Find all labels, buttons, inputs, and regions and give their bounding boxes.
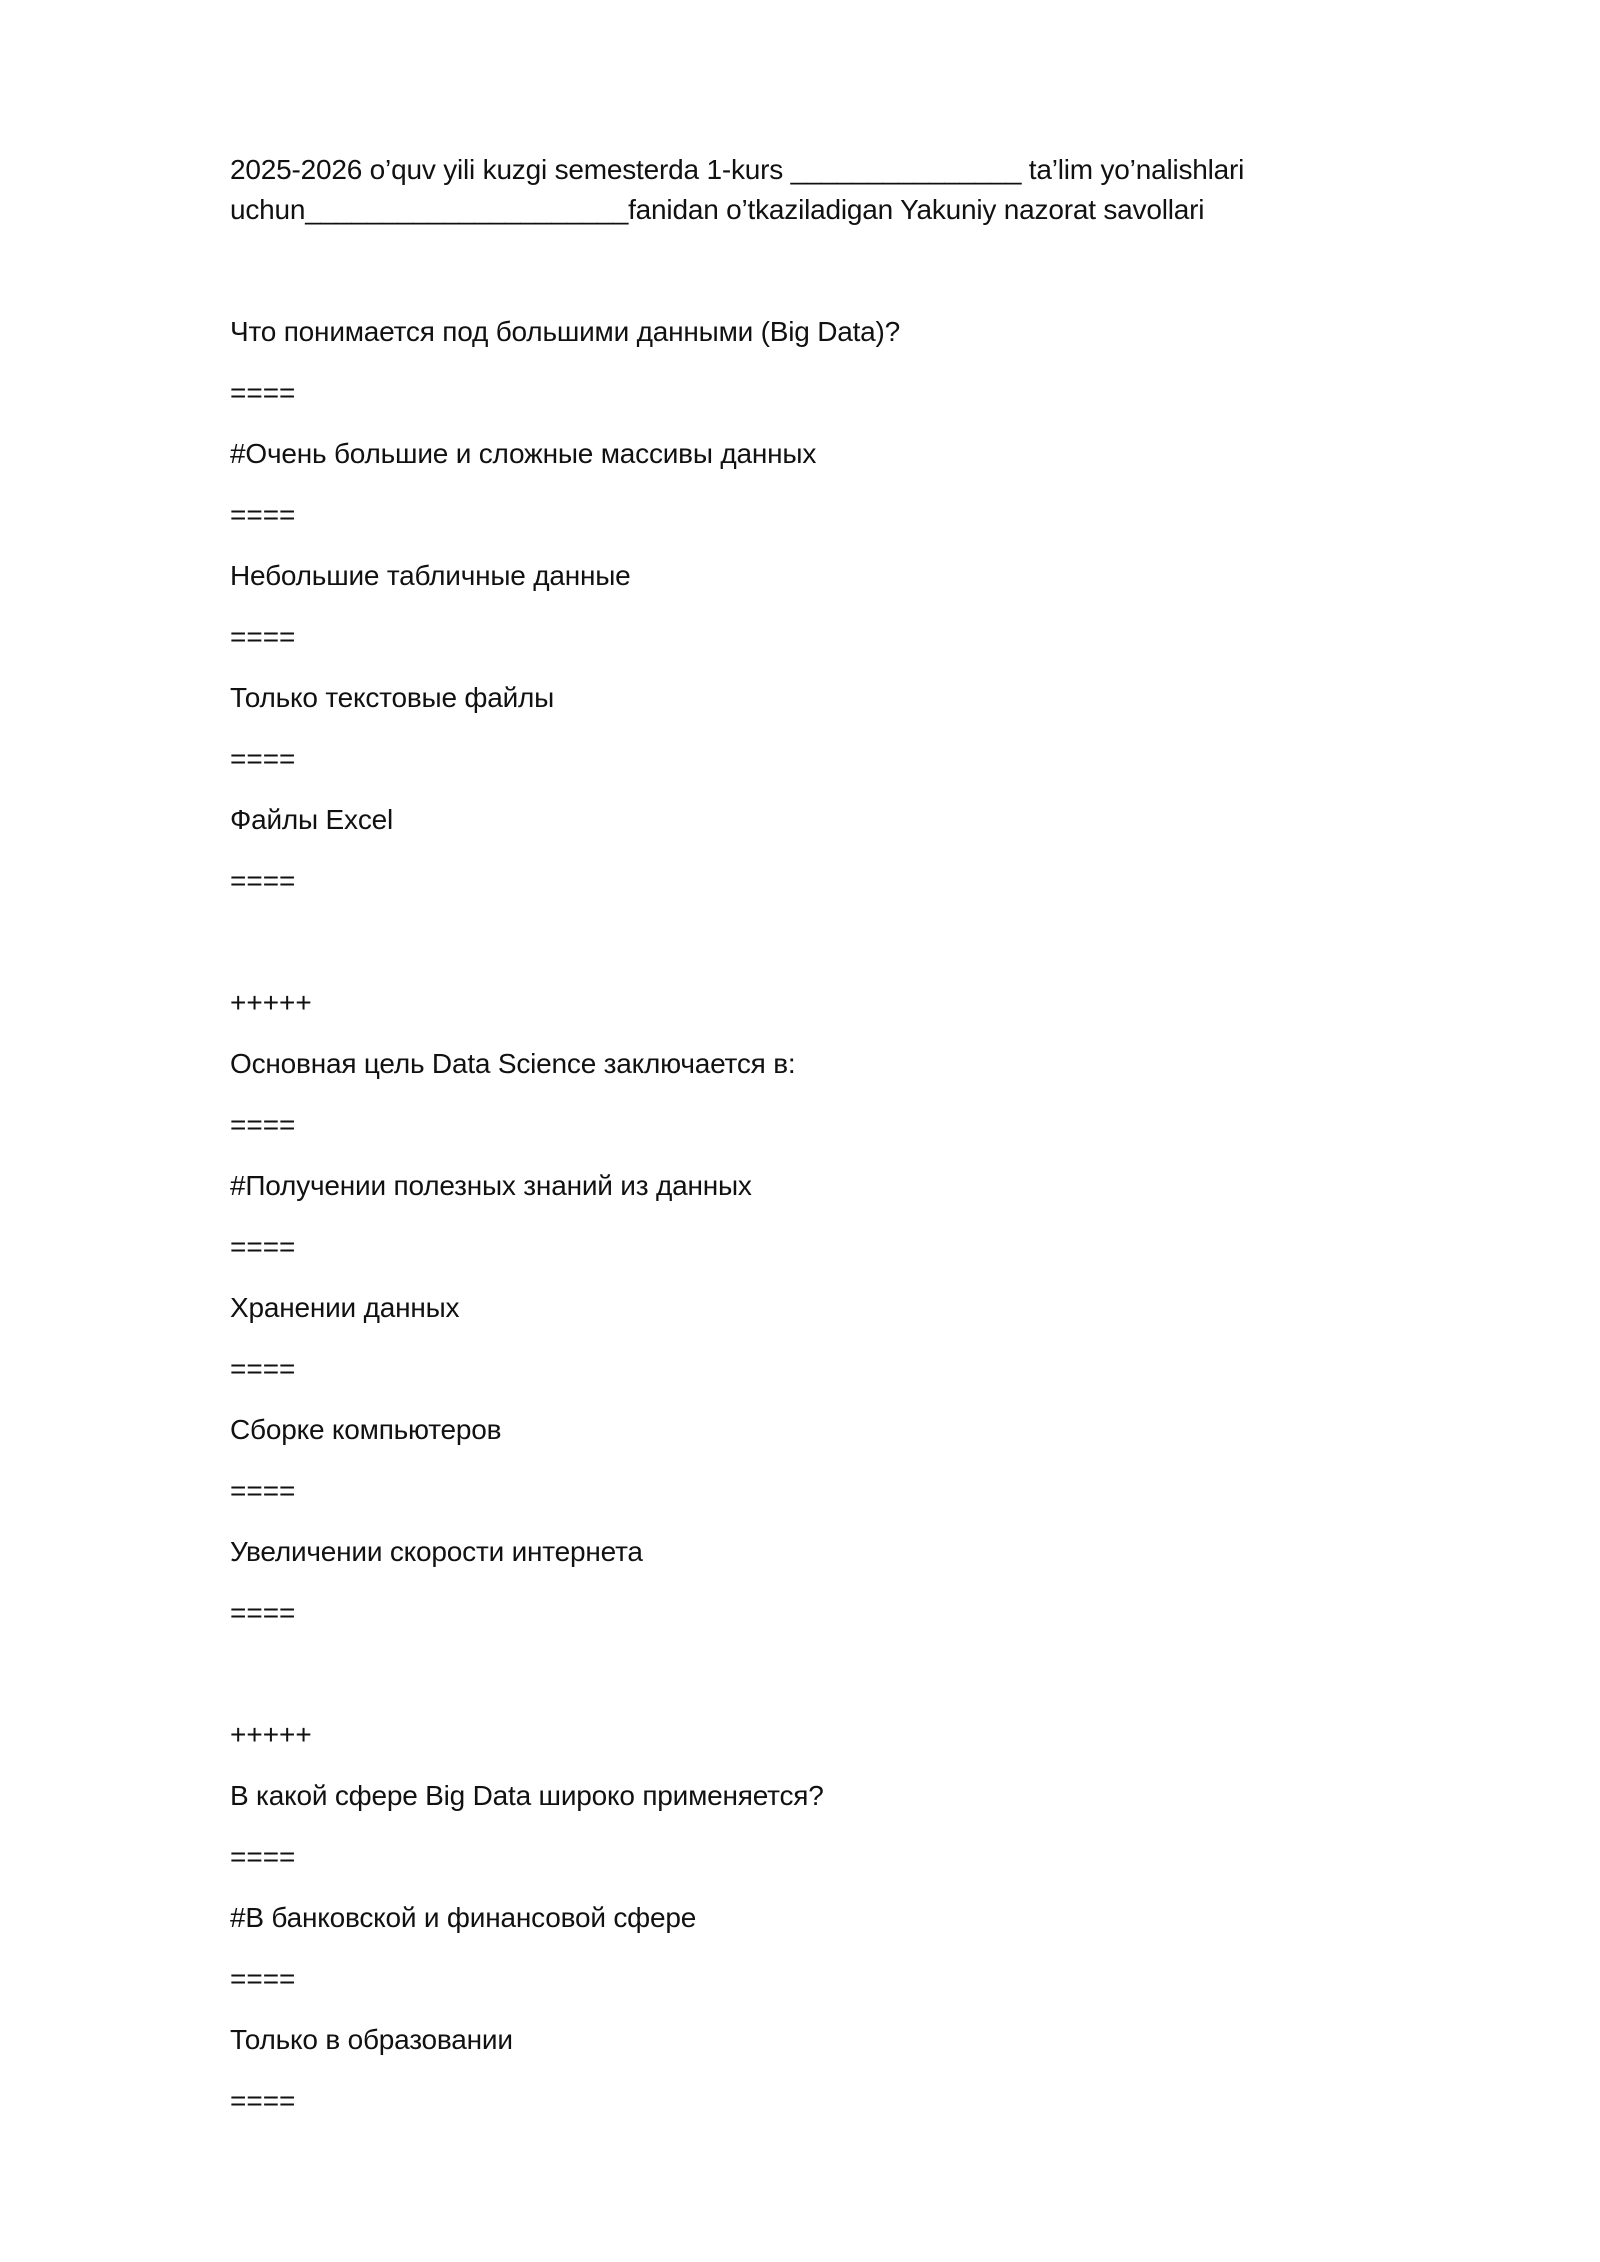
question-block: [230, 308, 1410, 918]
question-text: В какой сфере Big Data широко применяется?: [230, 1780, 824, 1811]
question-block: [230, 1711, 1410, 2138]
option-separator: ====: [230, 1841, 296, 1872]
answer-option: Хранении данных: [230, 1292, 460, 1323]
option-separator: ====: [230, 499, 296, 530]
option-separator: ====: [230, 1963, 296, 1994]
option-separator: ====: [230, 1109, 296, 1140]
option-separator: ====: [230, 1353, 296, 1384]
option-separator: ====: [230, 865, 296, 896]
block-separator: +++++: [230, 987, 312, 1018]
question-block: [230, 979, 1410, 1650]
question-text: Основная цель Data Science заключается в:: [230, 1048, 796, 1079]
option-separator: ====: [230, 1231, 296, 1262]
answer-option-correct: #В банковской и финансовой сфере: [230, 1902, 697, 1933]
answer-option-correct: #Получении полезных знаний из данных: [230, 1170, 752, 1201]
answer-option: Только текстовые файлы: [230, 682, 555, 713]
block-gap: [230, 918, 1410, 979]
option-separator: ====: [230, 743, 296, 774]
option-separator: ====: [230, 1597, 296, 1628]
option-separator: ====: [230, 2085, 296, 2116]
answer-option-correct: #Очень большие и сложные массивы данных: [230, 438, 817, 469]
option-separator: ====: [230, 377, 296, 408]
answer-option: Увеличении скорости интернета: [230, 1536, 643, 1567]
header-line-1: 2025-2026 o’quv yili kuzgi semesterda 1-kurs _______________ ta’lim yo’nalishlari: [230, 154, 1245, 185]
answer-option: Только в образовании: [230, 2024, 513, 2055]
answer-option: Сборке компьютеров: [230, 1414, 502, 1445]
quiz-content: [230, 308, 1410, 2138]
block-separator: +++++: [230, 1719, 312, 1750]
question-text: Что понимается под большими данными (Big Data)?: [230, 316, 901, 347]
block-gap: [230, 1650, 1410, 1711]
header-line-2: uchun_____________________fanidan o’tkaziladigan Yakuniy nazorat savollari: [230, 194, 1205, 225]
option-separator: ====: [230, 1475, 296, 1506]
document-header: [230, 150, 1410, 230]
answer-option: Файлы Excel: [230, 804, 394, 835]
option-separator: ====: [230, 621, 296, 652]
answer-option: Небольшие табличные данные: [230, 560, 631, 591]
